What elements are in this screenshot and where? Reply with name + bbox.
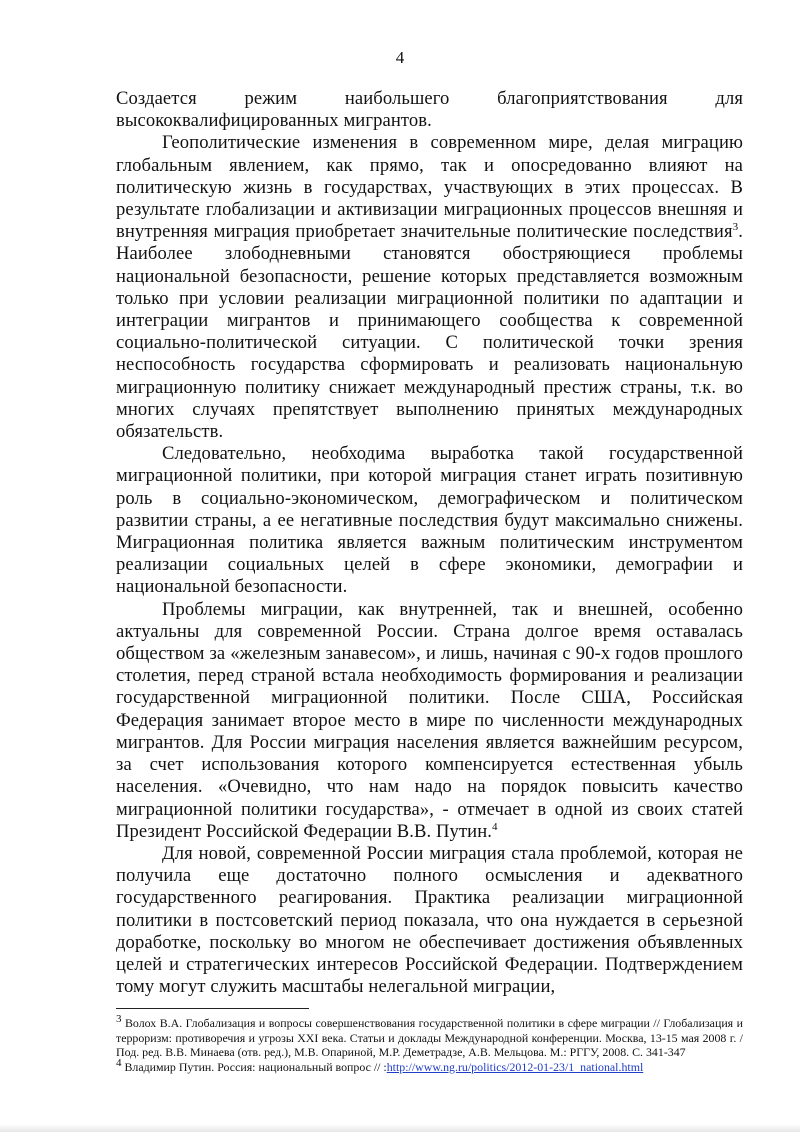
body-text: [116, 88, 743, 998]
paragraph: Следовательно, необходима выработка такой государственной миграционной политики, при которой миграция станет играть позитивную роль в социально-экономическом, демографическом и политическом развитии страны, а ее негативные последствия будут максимально снижены. Миграционная политика является важным политическим инструментом реализации социальных целей в сфере экономики, демографии и национальной безопасности.: [116, 443, 743, 598]
footnote-marker: 3: [116, 1013, 122, 1026]
paragraph: Геополитические изменения в современном мире, делая миграцию глобальным явлением, как прямо, так и опосредованно влияют на политическую жизнь в государствах, участвующих в этих процессах. В результате глобализации и активизации миграционных процессов внешняя и внутренняя миграция приобретает значительные политические последствия$^3$. Наиболее злободневными становятся обостряющиеся проблемы национальной безопасности, решение которых представляется возможным только при условии реализации миграционной политики по адаптации и интеграции мигрантов и принимающего сообщества к современной социально-политической ситуации. С политической точки зрения неспособность государства сформировать и реализовать национальную миграционную политику снижает международный престиж страны, т.к. во многих случаях препятствует выполнению принятых международных обязательств.: [116, 132, 743, 443]
page-number: 4: [395, 48, 405, 67]
paragraph: Создается режим наибольшего благоприятствования для высококвалифицированных мигрантов.: [116, 88, 743, 132]
footnote-link[interactable]: http://www.ng.ru/politics/2012-01-23/1_national.html: [386, 1059, 644, 1074]
footnote: $^4$ Владимир Путин. Россия: национальный вопрос // :http://www.ng.ru/politics/2012-01-23/1_national.html: [116, 1056, 644, 1074]
footnote-ref[interactable]: 3: [732, 221, 739, 234]
paragraph: Проблемы миграции, как внутренней, так и внешней, особенно актуальны для современной России. Страна долгое время оставалась обществом за «железным занавесом», и лишь, начиная с 90-х годов прошлого столетия, перед страной встала необходимость формирования и реализации государственной миграционной политики. После США, Российская Федерация занимает второе место в мире по численности международных мигрантов. Для России миграция населения является важнейшим ресурсом, за счет использования которого компенсируется естественная убыль населения. «Очевидно, что нам надо на порядок повысить качество миграционной политики государства», - отмечает в одной из своих статей Президент Российской Федерации В.В. Путин.$^4$: [116, 598, 743, 842]
scan-edge: [0, 1124, 800, 1132]
footnote-divider: [116, 1008, 309, 1009]
footnote: $^3$ Волох В.А. Глобализация и вопросы совершенствования государственной политики в сфере миграции // Глобализация и терроризм: противоречия и угрозы XXI века. Статьи и доклады Международной конференции. Москва, 13-15 мая 2008 г. / Под. ред. В.В. Минаева (отв. ред.), М.В. Опариной, М.Р. Деметрадзе, А.В. Мельцова. М.: РГГУ, 2008. С. 341-347: [116, 1013, 743, 1060]
footnotes: [116, 1013, 743, 1074]
footnote-ref[interactable]: 4: [492, 820, 498, 833]
paragraph: Для новой, современной России миграция стала проблемой, которая не получила еще достаточно полного осмысления и адекватного государственного реагирования. Практика реализации миграционной политики в постсоветский период показала, что она нуждается в серьезной доработке, поскольку во многом не обеспечивает достижения объявленных целей и стратегических интересов Российской Федерации. Подтверждением тому могут служить масштабы нелегальной миграции,: [116, 842, 743, 998]
footnote-marker: 4: [116, 1056, 122, 1069]
